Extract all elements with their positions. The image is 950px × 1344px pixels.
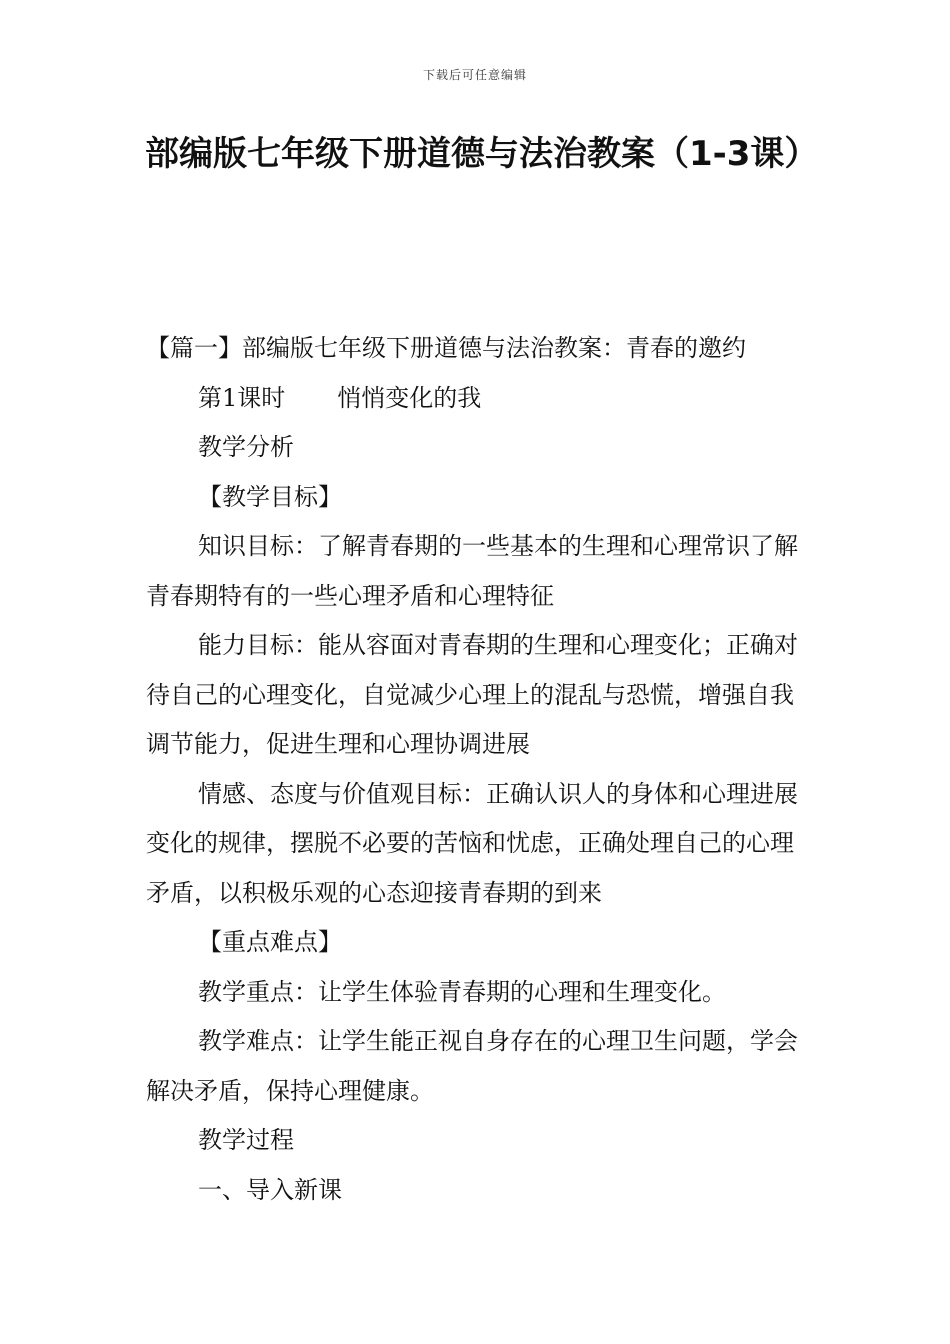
paragraph-ability-objective: 能力目标：能从容面对青春期的生理和心理变化；正确对待自己的心理变化，自觉减少心理上的混乱与恐慌，增强自我调节能力，促进生理和心理协调进展 bbox=[146, 631, 798, 758]
paragraph-knowledge-objective: 知识目标：了解青春期的一些基本的生理和心理常识了解青春期特有的一些心理矛盾和心理特征 bbox=[146, 532, 798, 610]
document-title: 部编版七年级下册道德与法治教案（1-3课） bbox=[145, 134, 819, 174]
lesson-number: 第1课时 bbox=[198, 383, 286, 412]
paragraph-teaching-process: 教学过程 bbox=[198, 1126, 294, 1154]
paragraph-key-points-heading: 【重点难点】 bbox=[198, 928, 342, 956]
paragraph-introduction: 一、导入新课 bbox=[198, 1175, 342, 1204]
header-note: 下载后可任意编辑 bbox=[422, 68, 527, 82]
paragraph-teaching-focus: 教学重点：让学生体验青春期的心理和生理变化。 bbox=[198, 977, 726, 1006]
paragraph-emotion-objective: 情感、态度与价值观目标：正确认识人的身体和心理进展变化的规律，摆脱不必要的苦恼和忧虑，正确处理自己的心理矛盾，以积极乐观的心态迎接青春期的到来 bbox=[146, 779, 798, 907]
paragraph-teaching-difficulty: 教学难点：让学生能正视自身存在的心理卫生问题，学会解决矛盾，保持心理健康。 bbox=[146, 1027, 798, 1105]
lesson-heading bbox=[146, 374, 806, 424]
document-body bbox=[146, 324, 806, 1215]
paragraph-teaching-objectives-heading: 【教学目标】 bbox=[198, 482, 342, 511]
section-heading-part-one: 【篇一】部编版七年级下册道德与法治教案：青春的邀约 bbox=[146, 334, 746, 362]
lesson-name: 悄悄变化的我 bbox=[337, 383, 482, 412]
paragraph-teaching-analysis: 教学分析 bbox=[198, 433, 294, 461]
